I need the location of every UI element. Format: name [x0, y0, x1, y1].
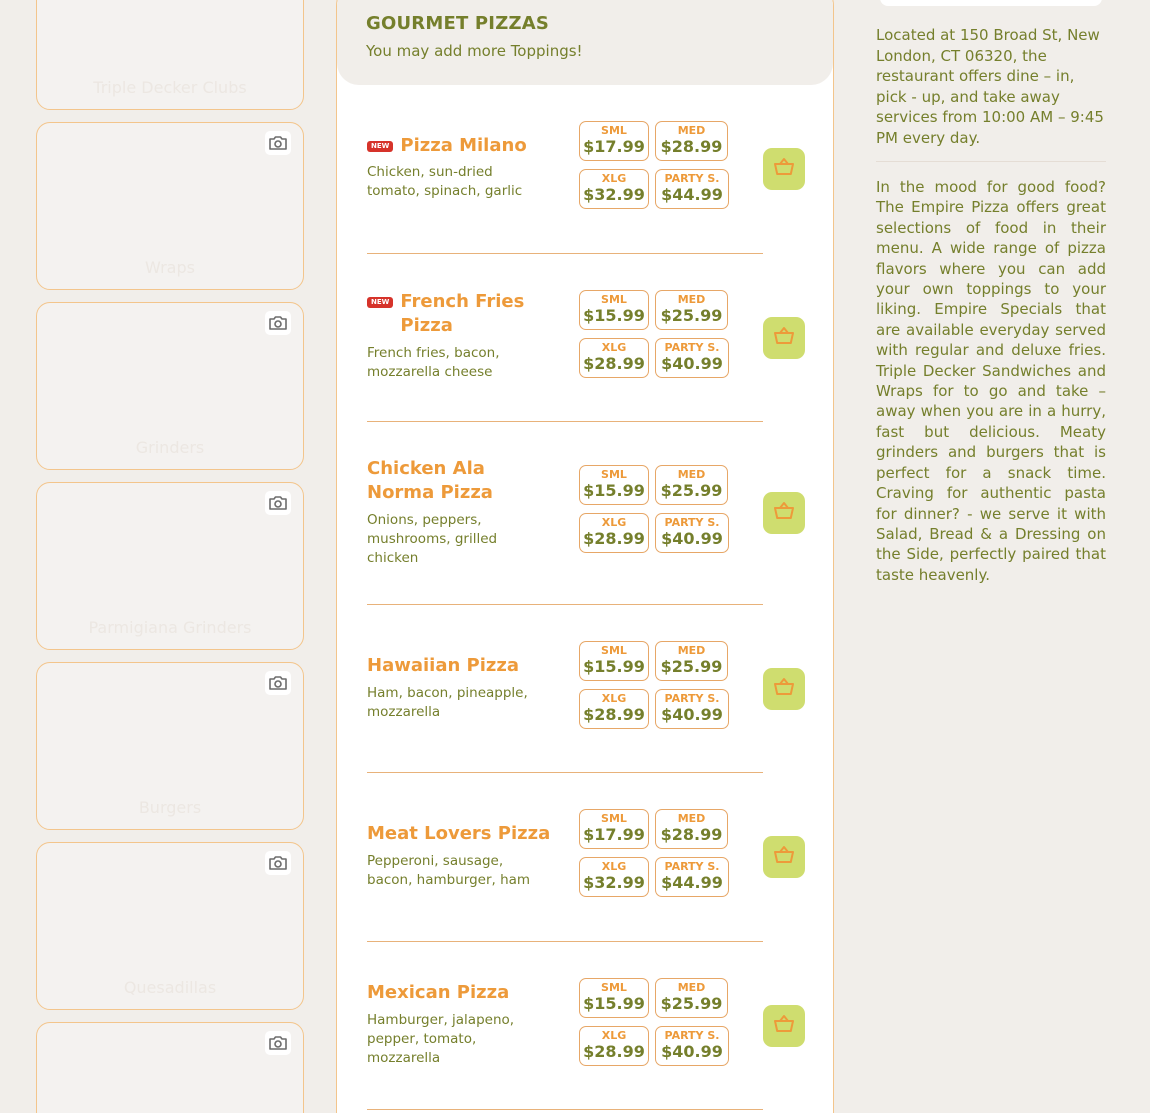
category-card[interactable]: [36, 842, 304, 1010]
menu-subtitle: You may add more Toppings!: [366, 42, 583, 60]
price-option[interactable]: [579, 290, 649, 330]
basket-icon: [773, 501, 795, 525]
menu-header: [337, 0, 833, 85]
camera-icon[interactable]: [265, 851, 291, 875]
category-label: Triple Decker Clubs: [93, 78, 247, 97]
category-label: Parmigiana Grinders: [88, 618, 252, 637]
size-label: MED: [677, 124, 706, 137]
price-value: $25.99: [660, 657, 723, 676]
size-label: XLG: [601, 516, 627, 529]
item-description: Ham, bacon, pineapple, mozzarella: [367, 685, 528, 720]
category-card[interactable]: [36, 1022, 304, 1113]
price-value: $40.99: [661, 705, 723, 724]
size-label: XLG: [601, 1029, 627, 1042]
price-value: $32.99: [583, 873, 645, 892]
add-to-cart-button[interactable]: [763, 148, 805, 190]
category-label: Quesadillas: [123, 978, 217, 997]
size-label: XLG: [601, 692, 627, 705]
price-option[interactable]: [579, 338, 649, 378]
price-value: $17.99: [583, 137, 645, 156]
price-option[interactable]: [579, 978, 649, 1018]
price-value: $17.99: [583, 825, 645, 844]
category-card[interactable]: [36, 482, 304, 650]
item-description: French fries, bacon, mozzarella cheese: [367, 345, 500, 380]
item-name: French Fries Pizza: [400, 291, 525, 336]
size-label: SML: [601, 124, 627, 137]
price-value: $28.99: [583, 705, 645, 724]
price-value: $15.99: [583, 306, 645, 325]
camera-icon[interactable]: [265, 1031, 291, 1055]
item-divider: [367, 253, 763, 254]
add-to-cart-button[interactable]: [763, 492, 805, 534]
price-option[interactable]: [579, 1026, 649, 1066]
price-option[interactable]: [655, 641, 728, 681]
category-label: Burgers: [138, 798, 202, 817]
item-divider: [367, 421, 763, 422]
price-option[interactable]: [655, 513, 729, 553]
camera-icon[interactable]: [265, 671, 291, 695]
category-card[interactable]: [36, 0, 304, 110]
category-label: Grinders: [135, 438, 205, 457]
price-option[interactable]: [655, 978, 728, 1018]
item-name: Chicken Ala Norma Pizza: [367, 458, 493, 503]
item-description: Onions, peppers, mushrooms, grilled chicken: [367, 512, 498, 566]
category-card[interactable]: [36, 662, 304, 830]
price-value: $40.99: [661, 354, 723, 373]
item-title: [367, 134, 557, 158]
item-name: Meat Lovers Pizza: [367, 823, 551, 844]
size-label: XLG: [601, 172, 627, 185]
price-option[interactable]: [579, 465, 649, 505]
price-option[interactable]: [655, 809, 728, 849]
size-label: MED: [677, 293, 706, 306]
item-divider: [367, 604, 763, 605]
size-label: MED: [677, 468, 706, 481]
item-name: Mexican Pizza: [367, 982, 510, 1003]
item-divider: [367, 772, 763, 773]
size-label: PARTY S.: [664, 692, 720, 705]
item-title: [367, 290, 557, 338]
category-card[interactable]: [36, 122, 304, 290]
item-name: Hawaiian Pizza: [367, 655, 520, 676]
size-label: SML: [601, 981, 627, 994]
price-option[interactable]: [579, 513, 649, 553]
camera-icon[interactable]: [265, 311, 291, 335]
menu-title: GOURMET PIZZAS: [366, 13, 549, 34]
size-label: SML: [601, 812, 627, 825]
add-to-cart-button[interactable]: [763, 1005, 805, 1047]
item-title: [367, 654, 557, 678]
add-to-cart-button[interactable]: [763, 317, 805, 359]
price-option[interactable]: [579, 689, 649, 729]
price-value: $15.99: [583, 481, 645, 500]
price-value: $40.99: [661, 529, 723, 548]
basket-icon: [773, 1014, 795, 1038]
price-option[interactable]: [579, 809, 649, 849]
price-value: $28.99: [583, 1042, 645, 1061]
size-label: PARTY S.: [664, 860, 720, 873]
price-value: $28.99: [660, 825, 723, 844]
item-divider: [367, 941, 763, 942]
price-value: $25.99: [660, 481, 723, 500]
price-value: $40.99: [661, 1042, 723, 1061]
basket-icon: [773, 845, 795, 869]
new-badge: NEW: [367, 141, 393, 152]
item-description: Hamburger, jalapeno, pepper, tomato, mozzarella: [367, 1012, 515, 1066]
basket-icon: [773, 326, 795, 350]
add-to-cart-button[interactable]: [763, 668, 805, 710]
price-option[interactable]: [655, 857, 729, 897]
price-value: $28.99: [583, 529, 645, 548]
price-option[interactable]: [655, 121, 728, 161]
price-value: $32.99: [583, 185, 645, 204]
location-text: Located at 150 Broad St, New London, CT 06320, the restaurant offers dine – in, pick - up, and take away services from 10:00 AM – 9:45 PM every day.: [876, 26, 1104, 147]
camera-icon[interactable]: [265, 131, 291, 155]
price-option[interactable]: [579, 641, 649, 681]
size-label: PARTY S.: [664, 1029, 720, 1042]
size-label: XLG: [601, 341, 627, 354]
size-label: PARTY S.: [664, 516, 720, 529]
price-value: $44.99: [661, 185, 723, 204]
price-option[interactable]: [655, 465, 728, 505]
price-value: $28.99: [660, 137, 723, 156]
item-name: Pizza Milano: [400, 135, 527, 156]
basket-icon: [773, 677, 795, 701]
size-label: SML: [601, 293, 627, 306]
about-text: In the mood for good food? The Empire Pizza offers great selections of food in their menu. A wide range of pizza flavors where you can add your own toppings to your liking. Empire Specials that are available everyday served with regular and deluxe fries. Triple Decker Sandwiches and Wraps for to go and take – away when you are in a hurry, fast but delicious. Meaty grinders and burgers that is perfect for a snack time. Craving for authentic pasta for dinner? - we serve it with Salad, Bread & a Dressing on the Side, perfectly paired that taste heavenly.: [876, 178, 1106, 584]
price-value: $25.99: [660, 306, 723, 325]
info-divider: [876, 161, 1106, 162]
category-label: Wraps: [145, 258, 195, 277]
item-description: Pepperoni, sausage, bacon, hamburger, ham: [367, 853, 531, 888]
size-label: MED: [677, 812, 706, 825]
size-label: SML: [601, 468, 627, 481]
size-label: SML: [601, 644, 627, 657]
new-badge: NEW: [367, 297, 393, 308]
price-option[interactable]: [579, 857, 649, 897]
info-top-bar: [880, 0, 1102, 6]
category-card[interactable]: [36, 302, 304, 470]
price-option[interactable]: [655, 290, 728, 330]
price-option[interactable]: [579, 121, 649, 161]
price-option[interactable]: [655, 1026, 729, 1066]
item-title: [367, 981, 557, 1005]
item-title: [367, 457, 557, 505]
size-label: MED: [677, 644, 706, 657]
size-label: PARTY S.: [664, 341, 720, 354]
item-title: [367, 822, 557, 846]
price-option[interactable]: [655, 689, 729, 729]
size-label: PARTY S.: [664, 172, 720, 185]
item-divider: [367, 1109, 763, 1110]
size-label: XLG: [601, 860, 627, 873]
price-value: $15.99: [583, 994, 645, 1013]
price-value: $28.99: [583, 354, 645, 373]
camera-icon[interactable]: [265, 491, 291, 515]
price-value: $15.99: [583, 657, 645, 676]
price-option[interactable]: [655, 169, 729, 209]
item-description: Chicken, sun-dried tomato, spinach, garlic: [367, 164, 523, 199]
price-option[interactable]: [655, 338, 729, 378]
basket-icon: [773, 157, 795, 181]
price-value: $25.99: [660, 994, 723, 1013]
size-label: MED: [677, 981, 706, 994]
price-option[interactable]: [579, 169, 649, 209]
add-to-cart-button[interactable]: [763, 836, 805, 878]
price-value: $44.99: [661, 873, 723, 892]
